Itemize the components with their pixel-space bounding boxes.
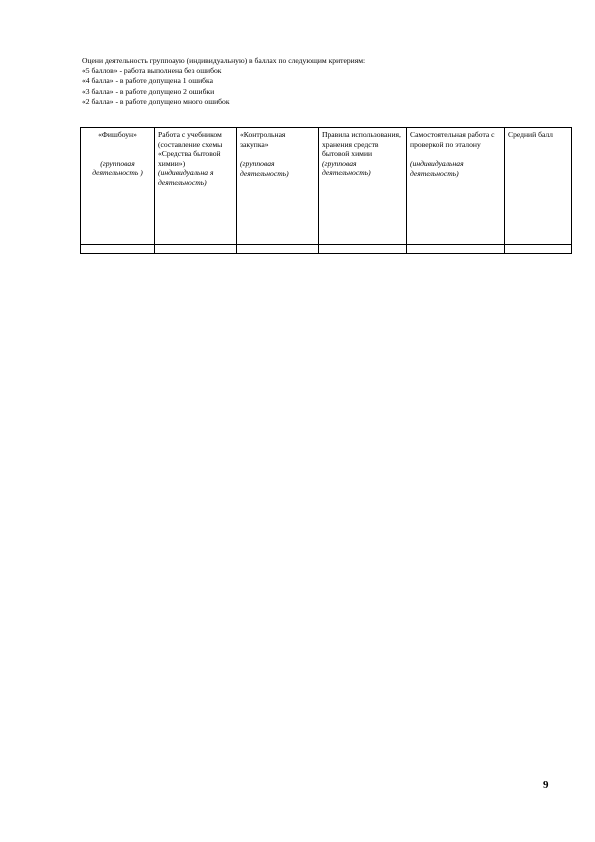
column-note: (индивидуальна я деятельность) (158, 168, 214, 187)
criterion-3-points: «3 балла» - в работе допущено 2 ошибки (82, 86, 215, 96)
score-cell-self-check[interactable] (407, 245, 505, 254)
score-cell-fishbone[interactable] (81, 245, 155, 254)
criterion-4-points: «4 балла» - в работе допущена 1 ошибка (82, 76, 213, 86)
header-cell-textbook-work (155, 128, 237, 245)
header-cell-fishbone (81, 128, 155, 245)
header-cell-usage-rules (319, 128, 407, 245)
instructions-heading: Оцени деятельность группоаую (индивидуальную) в баллах по следующим критериям: (82, 56, 366, 65)
criterion-5-points: «5 баллов» - работа выполнена без ошибок (82, 66, 222, 76)
column-title: «Фишбоун» (98, 130, 137, 139)
score-cell-usage-rules[interactable] (319, 245, 407, 254)
score-cell-control-purchase[interactable] (237, 245, 319, 254)
column-title: Работа с учебником (составление схемы «Средства бытовой химии») (158, 130, 223, 168)
column-note: (групповая деятельность ) (92, 158, 143, 178)
column-note: (групповая деятельность) (240, 159, 289, 178)
column-note: (групповая деятельность) (322, 158, 371, 178)
criterion-2-points: «2 балла» - в работе допущено много ошибок (82, 96, 230, 106)
column-title: «Контрольная закупка» (240, 130, 286, 149)
assessment-table (80, 127, 572, 254)
column-title: Правила использования, хранения средств бытовой химии (322, 130, 401, 159)
assessment-instructions (82, 56, 562, 107)
header-cell-average-score (505, 128, 572, 245)
column-title: Средний балл (508, 130, 553, 139)
column-title: Самостоятельная работа с проверкой по эталону (410, 130, 495, 149)
score-cell-textbook-work[interactable] (155, 245, 237, 254)
page-number: 9 (543, 779, 549, 791)
header-cell-control-purchase (237, 128, 319, 245)
table-row (81, 245, 572, 254)
score-cell-average-score[interactable] (505, 245, 572, 254)
column-note: (индивидуальная деятельность) (410, 159, 464, 178)
header-cell-self-check (407, 128, 505, 245)
table-header-row (81, 128, 572, 245)
